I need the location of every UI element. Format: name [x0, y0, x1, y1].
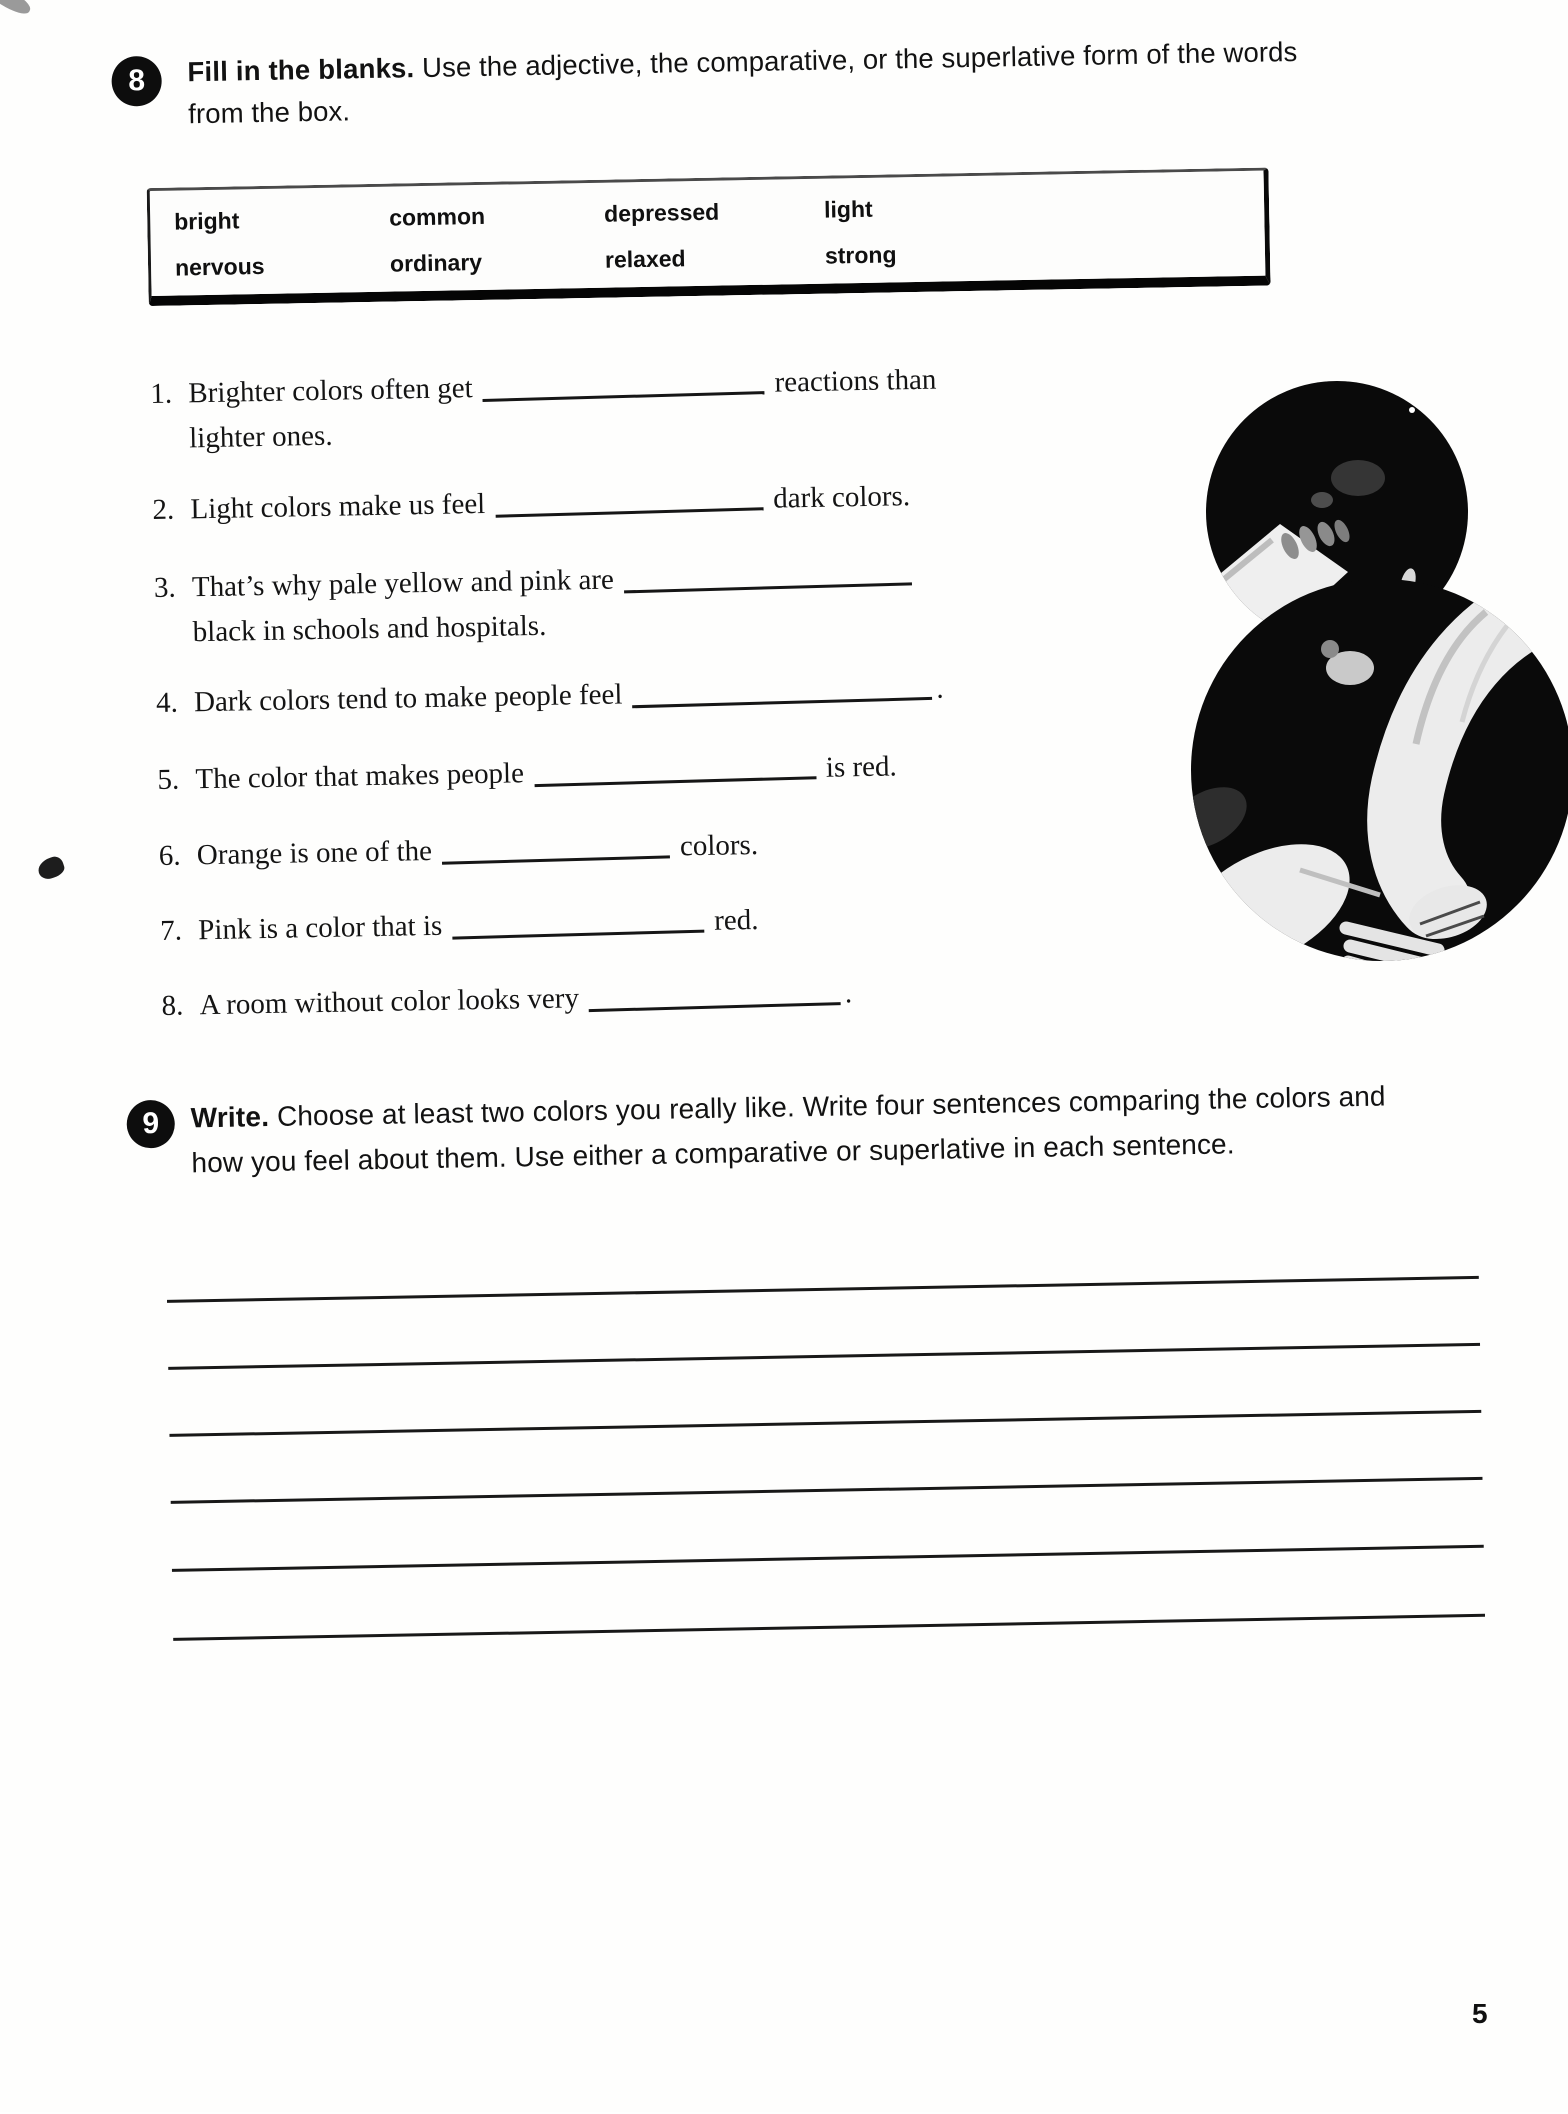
word-box-word: light: [823, 195, 873, 223]
item-number: 8.: [161, 989, 184, 1022]
exercise-8-number: 8: [128, 64, 146, 98]
photo-collage: [1150, 350, 1568, 990]
word-box-word: nervous: [174, 253, 265, 281]
exercise-8-instructions: Use the adjective, the comparative, or the superlative form of the words from the box.: [187, 35, 1298, 130]
answer-blank-4[interactable]: [632, 671, 933, 708]
item-number: 3.: [153, 571, 176, 605]
writing-line-6[interactable]: [173, 1614, 1485, 1641]
item-number: 5.: [157, 763, 180, 796]
word-box-word: ordinary: [389, 249, 483, 277]
word-box-word: strong: [824, 241, 897, 269]
word-box-word: common: [388, 202, 486, 231]
item-text: That’s why pale yellow and pink are: [191, 563, 615, 604]
fill-blank-item-5: [157, 739, 1168, 803]
word-box-word: relaxed: [604, 245, 686, 273]
fill-blank-item-3: [154, 548, 1165, 656]
item-text: dark colors.: [772, 480, 911, 515]
item-text: red.: [713, 903, 759, 937]
fill-blank-item-4: [156, 662, 1167, 726]
item-text: The color that makes people: [195, 757, 525, 796]
item-text: reactions than: [774, 363, 937, 399]
exercise-9-instructions: Choose at least two colors you really like. Write four sentences comparing the colors and how you feel about them. Use either a comparative or superlative in each sentence.: [191, 1080, 1386, 1179]
answer-blank-1[interactable]: [482, 365, 765, 402]
item-text: is red.: [825, 750, 898, 784]
photo-person-hugging: [1159, 579, 1568, 990]
fill-blank-item-7: [160, 890, 1171, 954]
item-text: Light colors make us feel: [190, 487, 486, 526]
answer-blank-3[interactable]: [623, 556, 912, 593]
item-text: colors.: [679, 828, 759, 863]
exercise-8-badge: [111, 56, 162, 107]
answer-blank-6[interactable]: [441, 829, 670, 864]
word-box-word: depressed: [603, 198, 720, 227]
fill-blank-item-1: [150, 354, 1161, 462]
answer-blank-7[interactable]: [452, 904, 705, 940]
writing-line-3[interactable]: [169, 1410, 1481, 1437]
item-text: .: [936, 672, 944, 705]
item-text-wrap: black in schools and hospitals.: [192, 609, 547, 649]
item-text: [922, 558, 923, 590]
writing-line-1[interactable]: [167, 1276, 1479, 1303]
writing-line-2[interactable]: [168, 1343, 1480, 1370]
fill-blank-item-8: [161, 965, 1172, 1029]
writing-line-4[interactable]: [171, 1477, 1483, 1504]
item-text: Pink is a color that is: [197, 909, 443, 947]
fill-blank-item-6: [158, 815, 1169, 879]
exercise-9-number: 9: [142, 1107, 160, 1141]
answer-blank-5[interactable]: [533, 750, 816, 787]
item-text: A room without color looks very: [199, 982, 580, 1022]
item-number: 2.: [152, 493, 175, 527]
answer-blank-2[interactable]: [495, 481, 764, 517]
word-box: [147, 168, 1271, 307]
exercise-9-title: Write.: [190, 1100, 270, 1134]
item-text: Brighter colors often get: [188, 372, 473, 410]
word-box-word: bright: [173, 207, 240, 235]
fill-blank-item-2: [152, 470, 1163, 534]
exercise-8-heading: [187, 31, 1323, 135]
item-number: 7.: [159, 914, 183, 947]
item-text: Orange is one of the: [196, 834, 433, 872]
item-number: 6.: [158, 839, 181, 872]
item-text: .: [844, 977, 853, 1010]
item-text: Dark colors tend to make people feel: [193, 678, 623, 719]
exercise-9-badge: [126, 1100, 175, 1149]
page-number: 5: [1472, 1998, 1488, 2029]
exercise-9-heading: [190, 1074, 1396, 1186]
item-number: 4.: [155, 686, 179, 719]
exercise-8-title: Fill in the blanks.: [187, 52, 415, 88]
item-text-wrap: lighter ones.: [188, 419, 333, 455]
writing-line-5[interactable]: [172, 1545, 1484, 1572]
item-number: 1.: [150, 377, 173, 411]
answer-blank-8[interactable]: [588, 976, 841, 1012]
